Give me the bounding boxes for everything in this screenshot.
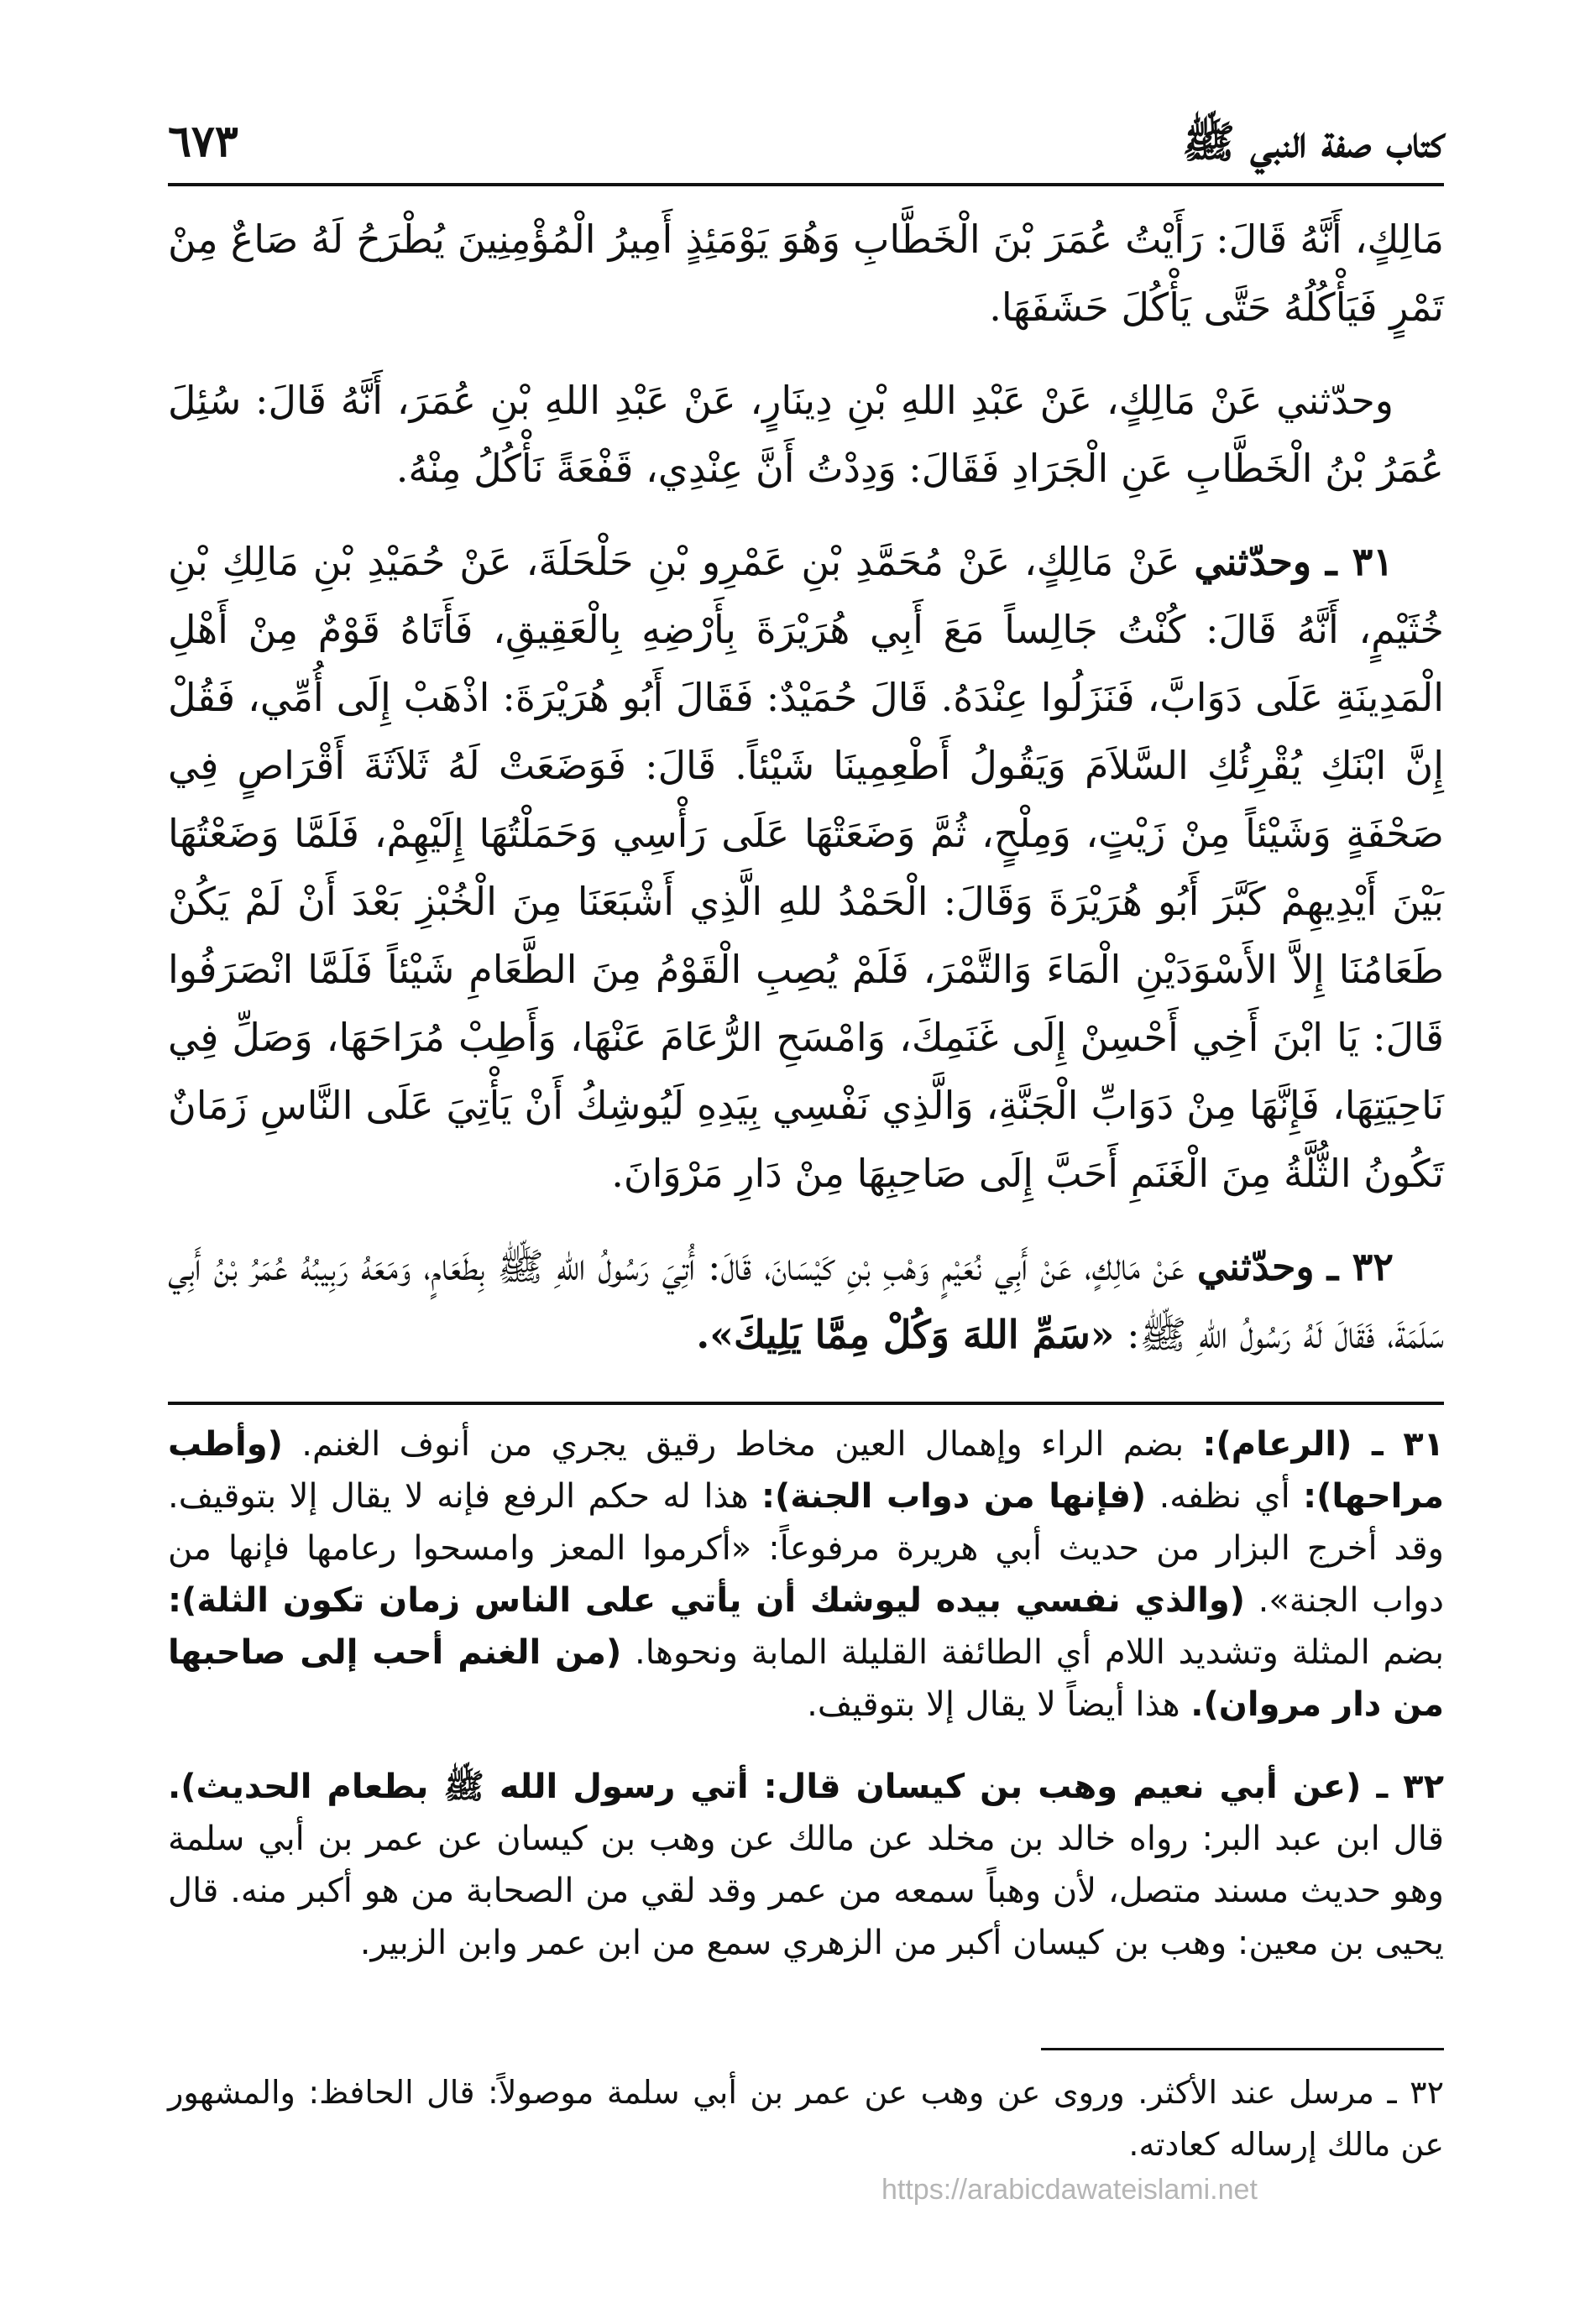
hadith-number: ٣١ ـ: [1325, 539, 1394, 584]
note-text: بضم المثلة وتشديد اللام أي الطائفة القليلة المابة ونحوها.: [634, 1633, 1444, 1672]
note-31: [168, 1418, 1444, 1731]
hadith-text: [168, 206, 1444, 1394]
watermark-url: https://arabicdawateislami.net: [881, 2174, 1258, 2206]
footnote-rule: [1041, 2048, 1444, 2050]
note-text: هذا أيضاً لا يقال إلا بتوقيف.: [807, 1685, 1180, 1724]
paragraph-text: وحدّثني عَنْ مَالِكٍ، عَنْ عَبْدِ اللهِ بْنِ دِينَارٍ، عَنْ عَبْدِ اللهِ بْنِ عُمَرَ، أَنَّهُ قَالَ: سُئِلَ عُمَرُ بْنُ الْخَطَّابِ عَنِ الْجَرَادِ فَقَالَ: وَدِدْتُ أَنَّ عِنْدِي، قَفْعَةً نَأْكُلُ مِنْهُ.: [168, 378, 1444, 491]
page-number: ٦٧٣: [168, 116, 238, 167]
paragraph-text: مَالِكٍ، أَنَّهُ قَالَ: رَأَيْتُ عُمَرَ بْنَ الْخَطَّابِ وَهُوَ يَوْمَئِذٍ أَمِيرُ الْمُؤْمِنِينَ يُطْرَحُ لَهُ صَاعٌ مِنْ تَمْرٍ فَيَأْكُلُهُ حَتَّى يَأْكُلَ حَشَفَهَا.: [168, 217, 1444, 330]
hadith-32: [168, 1233, 1444, 1369]
notes-divider: [168, 1402, 1444, 1405]
hadith-body: عَنْ مَالِكٍ، عَنْ أَبِي نُعَيْمٍ وَهْبِ بْنِ كَيْسَانَ، قَالَ: أُتِيَ رَسُولُ اللهِ ﷺ بِطَعَامٍ، وَمَعَهُ رَبِيبُهُ عُمَرُ بْنُ أَبِي سَلَمَةَ، فَقَالَ لَهُ رَسُولُ اللهِ ﷺ:: [168, 1244, 1444, 1357]
note-term: (فإنها من دواب الجنة):: [761, 1477, 1147, 1516]
note-text: هذا له حكم الرفع فإنه لا يقال إلا بتوقيف. وقد أخرج البزار من حديث أبي هريرة مرفوعاً: «أكرموا المعز وامسحوا رعامها فإنها من دواب الجنة».: [168, 1477, 1444, 1620]
footnote: [168, 2066, 1444, 2170]
commentary-notes: [168, 1418, 1444, 1999]
page-header: [168, 107, 1444, 186]
paragraph-jarad: [168, 367, 1444, 503]
note-term: (من الغنم أحب إلى صاحبها من دار مروان).: [168, 1633, 1444, 1724]
note-text: بضم الراء وإهمال العين مخاط رقيق يجري من أنوف الغنم.: [301, 1425, 1185, 1464]
note-term: (وأطب مراحها):: [168, 1425, 1444, 1516]
hadith-body: عَنْ مَالِكٍ، عَنْ مُحَمَّدِ بْنِ عَمْرِو بْنِ حَلْحَلَةَ، عَنْ حُمَيْدِ بْنِ مَالِكِ بْنِ خُثَيْمٍ، أَنَّهُ قَالَ: كُنْتُ جَالِساً مَعَ أَبِي هُرَيْرَةَ بِأَرْضِهِ بِالْعَقِيقِ، فَأَتَاهُ قَوْمٌ مِنْ أَهْلِ الْمَدِينَةِ عَلَى دَوَابَّ، فَنَزَلُوا عِنْدَهُ. قَالَ حُمَيْدٌ: فَقَالَ أَبُو هُرَيْرَةَ: اذْهَبْ إِلَى أُمِّي، فَقُلْ إِنَّ ابْنَكِ يُقْرِئُكِ السَّلاَمَ وَيَقُولُ أَطْعِمِينَا شَيْئاً. قَالَ: فَوَضَعَتْ لَهُ ثَلاَثَةَ أَقْرَاصٍ فِي صَحْفَةٍ وَشَيْئاً مِنْ زَيْتٍ، وَمِلْحٍ، ثُمَّ وَضَعَتْهَا عَلَى رَأْسِي وَحَمَلْتُهَا إِلَيْهِمْ، فَلَمَّا وَضَعْتُهَا بَيْنَ أَيْدِيهِمْ كَبَّرَ أَبُو هُرَيْرَةَ وَقَالَ: الْحَمْدُ للهِ الَّذِي أَشْبَعَنَا مِنَ الْخُبْزِ بَعْدَ أَنْ لَمْ يَكُنْ طَعَامُنَا إِلاَّ الأَسْوَدَيْنِ الْمَاءَ وَالتَّمْرَ، فَلَمْ يُصِبِ الْقَوْمُ مِنَ الطَّعَامِ شَيْئاً فَلَمَّا انْصَرَفُوا قَالَ: يَا ابْنَ أَخِي أَحْسِنْ إِلَى غَنَمِكَ، وَامْسَحِ الرُّعَامَ عَنْهَا، وَأَطِبْ مُرَاحَهَا، وَصَلِّ فِي نَاحِيَتِهَا، فَإِنَّهَا مِنْ دَوَابِّ الْجَنَّةِ، وَالَّذِي نَفْسِي بِيَدِهِ لَيُوشِكُ أَنْ يَأْتِيَ عَلَى النَّاسِ زَمَانٌ تَكُونُ الثُّلَّةُ مِنَ الْغَنَمِ أَحَبَّ إِلَى صَاحِبِهَا مِنْ دَارِ مَرْوَانَ.: [168, 539, 1444, 1196]
hadith-lead: وحدّثني: [1194, 539, 1312, 584]
hadith-number: ٣٢ ـ: [1326, 1244, 1394, 1289]
hadith-31: [168, 528, 1444, 1208]
note-32: [168, 1761, 1444, 1969]
note-text: أي نظفه.: [1159, 1477, 1290, 1516]
note-text: قال ابن عبد البر: رواه خالد بن مخلد عن مالك عن وهب بن كيسان عن عمر بن أبي سلمة وهو حديث مسند متصل، لأن وهباً سمعه من عمر وقد لقي من الصحابة من هو أكبر منه. قال يحيى بن معين: وهب بن كيسان أكبر من الزهري سمع من ابن عمر وابن الزبير.: [168, 1820, 1444, 1962]
note-term: ٣١ ـ (الرعام):: [1202, 1425, 1445, 1464]
running-title: كتاب صفة النبي ﷺ: [1182, 117, 1444, 168]
hadith-quote: «سَمِّ اللهَ وَكُلْ مِمَّا يَلِيكَ».: [696, 1312, 1115, 1357]
note-term: (والذي نفسي بيده ليوشك أن يأتي على الناس زمان تكون الثلة):: [168, 1581, 1246, 1620]
paragraph-continuation: [168, 206, 1444, 342]
footnote-text: ٣٢ ـ مرسل عند الأكثر. وروى عن وهب عن عمر بن أبي سلمة موصولاً: قال الحافظ: والمشهور عن مالك إرساله كعادته.: [168, 2074, 1444, 2163]
note-term: ٣٢ ـ (عن أبي نعيم وهب بن كيسان قال: أتي رسول الله ﷺ بطعام الحديث).: [168, 1768, 1444, 1806]
hadith-lead: وحدّثني: [1196, 1244, 1315, 1289]
